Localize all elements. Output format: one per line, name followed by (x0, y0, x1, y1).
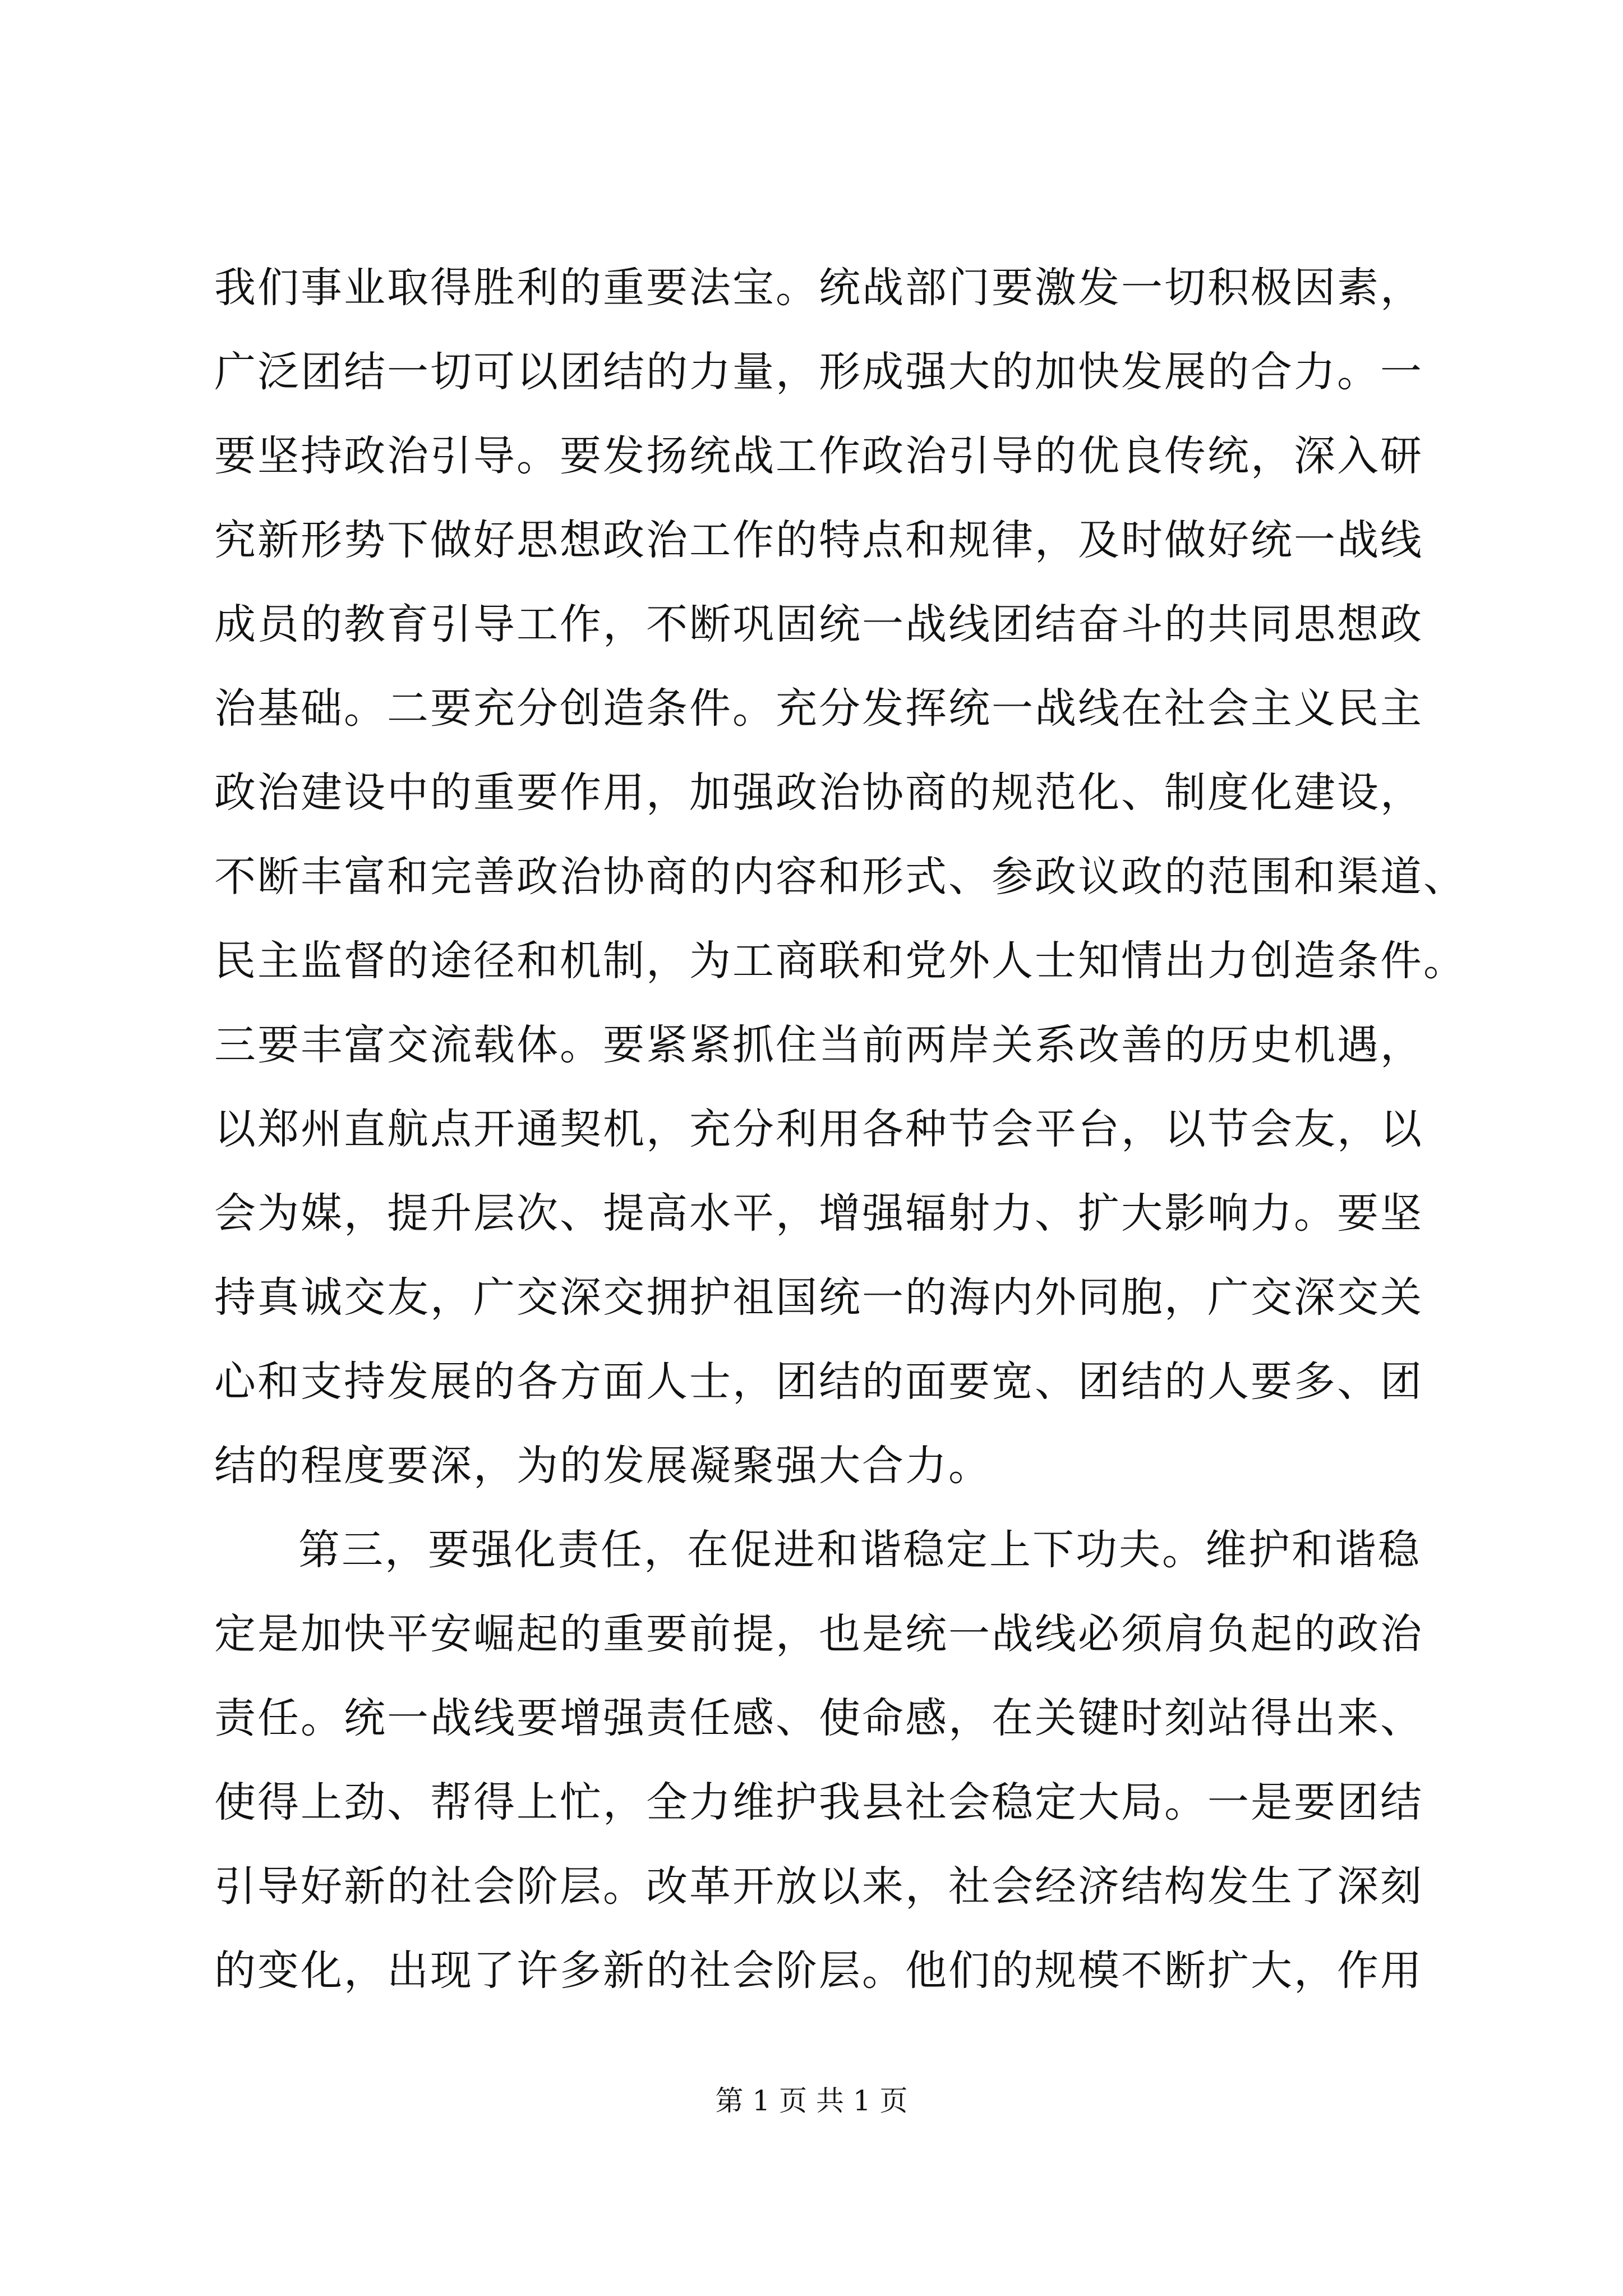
text-line: 治基础。二要充分创造条件。充分发挥统一战线在社会主义民主 (214, 684, 1423, 733)
text-line: 引导好新的社会阶层。改革开放以来，社会经济结构发生了深刻 (214, 1862, 1423, 1911)
text-line: 以郑州直航点开通契机，充分利用各种节会平台，以节会友，以 (214, 1105, 1423, 1153)
page-footer (0, 2081, 1623, 2120)
paragraph-start-line: 第三，要强化责任，在促进和谐稳定上下功夫。维护和谐稳 (298, 1526, 1421, 1574)
text-line: 使得上劲、帮得上忙，全力维护我县社会稳定大局。一是要团结 (214, 1778, 1423, 1826)
text-line: 要坚持政治引导。要发扬统战工作政治引导的优良传统，深入研 (214, 432, 1423, 480)
text-line: 民主监督的途径和机制，为工商联和党外人士知情出力创造条件。 (214, 937, 1467, 985)
text-line: 定是加快平安崛起的重要前提，也是统一战线必须肩负起的政治 (214, 1610, 1423, 1658)
text-line: 持真诚交友，广交深交拥护祖国统一的海内外同胞，广交深交关 (214, 1273, 1423, 1322)
text-line: 不断丰富和完善政治协商的内容和形式、参政议政的范围和渠道、 (214, 853, 1467, 901)
text-line: 我们事业取得胜利的重要法宝。统战部门要激发一切积极因素， (214, 264, 1423, 312)
text-line: 成员的教育引导工作，不断巩固统一战线团结奋斗的共同思想政 (214, 600, 1423, 648)
text-line: 三要丰富交流载体。要紧紧抓住当前两岸关系改善的历史机遇， (214, 1021, 1423, 1069)
text-line: 广泛团结一切可以团结的力量，形成强大的加快发展的合力。一 (214, 348, 1423, 396)
text-line: 结的程度要深，为的发展凝聚强大合力。 (214, 1442, 992, 1490)
page-number-label: 第 1 页 共 1 页 (715, 2085, 908, 2117)
document-body (214, 246, 1467, 2013)
text-line: 政治建设中的重要作用，加强政治协商的规范化、制度化建设， (214, 769, 1423, 817)
text-line: 会为媒，提升层次、提高水平，增强辐射力、扩大影响力。要坚 (214, 1189, 1423, 1237)
text-line: 究新形势下做好思想政治工作的特点和规律，及时做好统一战线 (214, 516, 1423, 564)
text-line: 的变化，出现了许多新的社会阶层。他们的规模不断扩大，作用 (214, 1947, 1423, 1995)
text-line: 责任。统一战线要增强责任感、使命感，在关键时刻站得出来、 (214, 1694, 1423, 1742)
text-line: 心和支持发展的各方面人士，团结的面要宽、团结的人要多、团 (214, 1358, 1423, 1406)
